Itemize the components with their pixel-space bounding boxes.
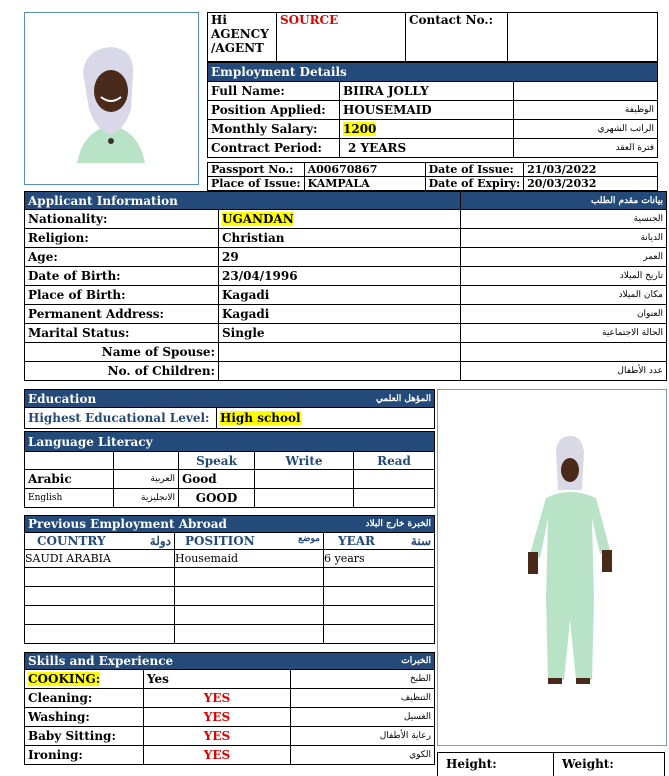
nationality-value: UGANDAN [222,212,294,226]
weight-label: Weight: [554,753,665,776]
lang-english: English [25,489,114,508]
nationality-label: Nationality: [25,210,219,229]
position-value: HOUSEMAID [340,101,514,120]
place-of-issue-value: KAMPALA [304,177,425,191]
issue-date-value: 21/03/2022 [524,163,658,177]
portrait-image [25,13,198,184]
nationality-ar: الجنسية [461,210,667,229]
children-value [219,362,461,381]
skill-cooking-ar: الطبخ [291,670,435,689]
arabic-read [354,470,435,489]
full-body-image [438,390,666,745]
col-speak: Speak [179,452,255,470]
place-of-issue-label: Place of Issue: [208,177,305,191]
skill-babysitting-label: Baby Sitting: [25,727,144,746]
skill-cleaning-value: YES [144,689,291,708]
position-ar: الوظيفة [514,101,658,120]
portrait-photo [24,12,199,185]
age-ar: العمر [461,248,667,267]
spouse-value [219,343,461,362]
skill-washing-value: YES [144,708,291,727]
expiry-date-value: 20/03/2032 [524,177,658,191]
agency-label: Hi AGENCY /AGENT [208,13,277,62]
skill-cooking-label: COOKING: [28,672,101,686]
language-title: Language Literacy [25,432,435,452]
salary-value: 1200 [343,122,377,136]
contract-value: 2 YEARS [340,139,514,158]
col-position: POSITION [185,534,255,548]
skill-cleaning-label: Cleaning: [25,689,144,708]
education-level-label: Highest Educational Level: [25,408,217,429]
children-ar: عدد الأطفال [461,362,667,381]
col-read: Read [354,452,435,470]
position-label: Position Applied: [208,101,340,120]
address-label: Permanent Address: [25,305,219,324]
prev-year-0: 6 years [324,550,435,568]
col-write: Write [255,452,354,470]
skill-ironing-label: Ironing: [25,746,144,765]
skill-washing-label: Washing: [25,708,144,727]
skill-cooking-value: Yes [144,670,291,689]
applicant-title-ar: بيانات مقدم الطلب [461,192,667,210]
previous-title: Previous Employment Abroad [25,516,324,533]
contact-label: Contact No.: [406,13,508,62]
english-read [354,489,435,508]
prev-empty-cell [25,625,175,644]
education-title: Education [25,390,217,408]
contract-label: Contract Period: [208,139,340,158]
lang-arabic: Arabic [25,470,114,489]
marital-value: Single [219,324,461,343]
skill-babysitting-ar: رعاية الأطفال [291,727,435,746]
full-name-ar [514,82,658,101]
salary-label: Monthly Salary: [208,120,340,139]
measurements-table [437,752,665,776]
address-value: Kagadi [219,305,461,324]
english-speak: GOOD [179,489,255,508]
skills-title-ar: الخبرات [291,653,435,670]
height-label: Height: [438,753,554,776]
salary-ar: الراتب الشهري [514,120,658,139]
passport-table [207,162,658,191]
religion-ar: الديانة [461,229,667,248]
arabic-write [255,470,354,489]
birthplace-value: Kagadi [219,286,461,305]
col-country: COUNTRY [37,534,106,548]
applicant-title: Applicant Information [25,192,461,210]
education-level-value: High school [220,411,301,425]
source-label: SOURCE [277,13,406,62]
marital-ar: الحالة الاجتماعية [461,324,667,343]
full-body-photo [437,389,667,746]
passport-no-value: A00670867 [304,163,425,177]
passport-no-label: Passport No.: [208,163,305,177]
language-table [24,431,435,508]
children-label: No. of Children: [25,362,219,381]
applicant-table [24,191,667,381]
skill-babysitting-value: YES [144,727,291,746]
previous-title-ar: الخبرة خارج البلاد [324,516,435,533]
address-ar: العنوان [461,305,667,324]
prev-country-0: SAUDI ARABIA [25,550,175,568]
spouse-ar [461,343,667,362]
previous-employment-table [24,515,435,644]
prev-empty-cell [25,606,175,625]
agency-header-table [207,12,658,62]
issue-date-label: Date of Issue: [425,163,524,177]
expiry-date-label: Date of Expiry: [425,177,524,191]
skill-washing-ar: الغسيل [291,708,435,727]
lang-arabic-ar: العربية [114,470,179,489]
education-title-ar: المؤهل العلمي [217,390,435,408]
arabic-speak: Good [179,470,255,489]
full-name-value: BIIRA JOLLY [340,82,514,101]
col-year-ar: سنة [410,534,431,548]
skill-ironing-value: YES [144,746,291,765]
dob-label: Date of Birth: [25,267,219,286]
col-position-ar: موضع [298,534,320,544]
birthplace-label: Place of Birth: [25,286,219,305]
employment-table [207,62,658,158]
education-table [24,389,435,429]
skill-ironing-ar: الكوي [291,746,435,765]
dob-ar: تاريخ الميلاد [461,267,667,286]
contact-value [508,13,658,62]
skills-table [24,652,435,765]
employment-title: Employment Details [208,63,658,82]
prev-empty-cell [25,587,175,606]
col-year: YEAR [338,534,375,548]
age-value: 29 [219,248,461,267]
col-country-ar: دولة [149,534,171,548]
skill-cleaning-ar: التنظيف [291,689,435,708]
full-name-label: Full Name: [208,82,340,101]
english-write [255,489,354,508]
lang-english-ar: الانجليزية [114,489,179,508]
marital-label: Marital Status: [25,324,219,343]
skills-title: Skills and Experience [25,653,291,670]
prev-position-0: Housemaid [175,550,324,568]
prev-empty-cell [25,568,175,587]
religion-label: Religion: [25,229,219,248]
spouse-label: Name of Spouse: [25,343,219,362]
contract-ar: فترة العقد [514,139,658,158]
birthplace-ar: مكان الميلاد [461,286,667,305]
age-label: Age: [25,248,219,267]
religion-value: Christian [219,229,461,248]
dob-value: 23/04/1996 [219,267,461,286]
